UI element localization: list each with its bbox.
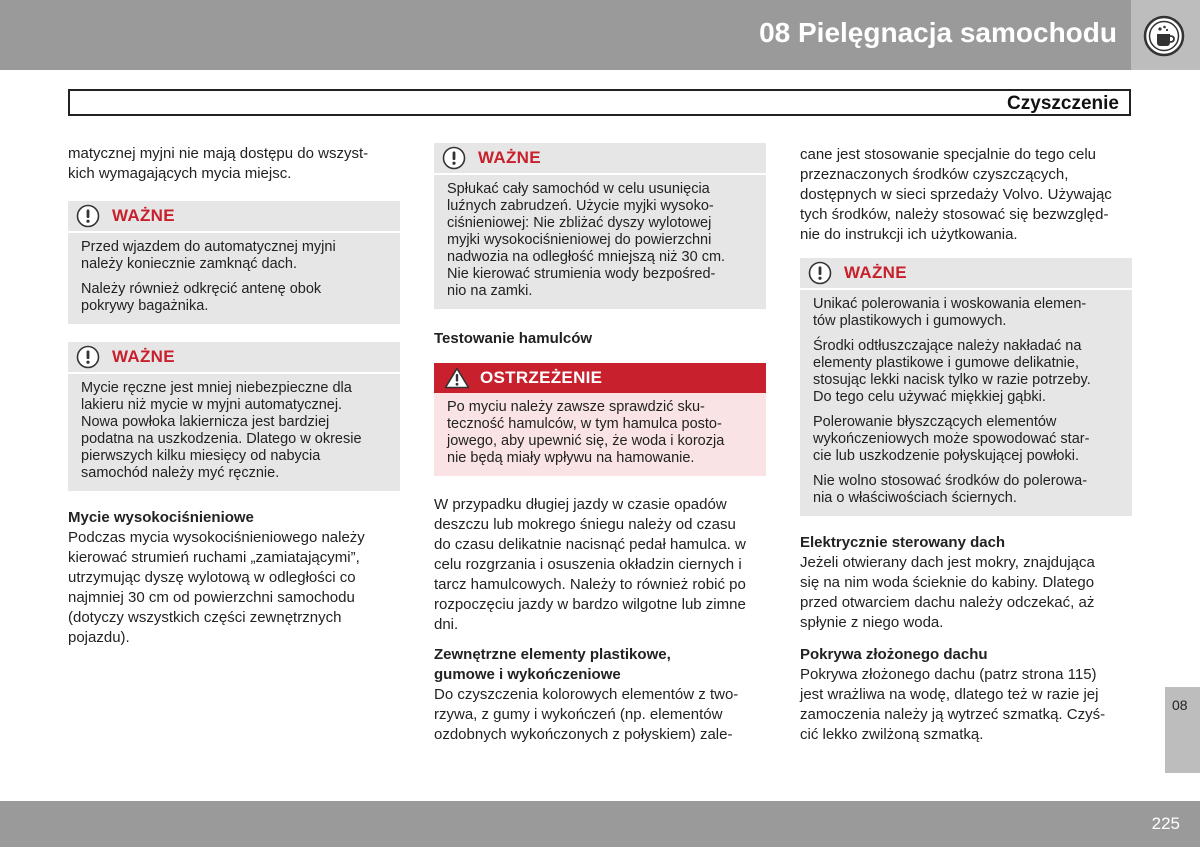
heading-power-roof: Elektrycznie sterowany dach <box>800 534 1006 551</box>
column-1 <box>68 140 400 648</box>
column-2 <box>434 143 766 745</box>
page-number: 225 <box>1151 814 1180 833</box>
note-body: Spłukać cały samochód w celu usunięcia luźnych zabrudzeń. Użycie myjki wysoko- ciśnieniowej: Nie zbliżać dyszy wylotowej myjki wysokociśnieniowej do powierzchni nadwozia na odległość mniejszą niż 30 cm. Nie kierować strumienia wody bezpośred- nio na zamki. <box>447 181 726 299</box>
warning-body: Po myciu należy zawsze sprawdzić sku- teczność hamulców, w tym hamulca posto- jowego, aby upewnić się, że woda i korozja nie będą miały wpływu na hamowanie. <box>447 399 725 466</box>
note-header <box>800 258 1132 290</box>
page-footer <box>0 801 1200 847</box>
chapter-icon-box <box>1131 0 1200 70</box>
brakes-paragraph: W przypadku długiej jazdy w czasie opadów deszczu lub mokrego śniegu należy od czasu do czasu delikatnie nacisnąć pedał hamulca. w celu rozgrzania i osuszenia okładzin ciernych i tarcz hamulcowych. Należy to również robić po rozpoczęciu jazdy w bardzo wilgotne lub zimne dni. <box>434 496 746 633</box>
power-roof-paragraph: Jeżeli otwierany dach jest mokry, znajdująca się na nim woda ścieknie do kabiny. Dlatego przed otwarciem dachu należy odczekać, aż spłynie z niego woda. <box>800 554 1095 631</box>
section-title: Czyszczenie <box>1007 93 1119 114</box>
note-body: Przed wjazdem do automatycznej myjni należy koniecznie zamknąć dach. Należy również odkręcić antenę obok pokrywy bagażnika. <box>81 239 336 314</box>
note-header <box>68 201 400 233</box>
note-header <box>434 143 766 175</box>
chapter-header <box>0 0 1131 70</box>
car-care-icon <box>1142 14 1186 58</box>
heading-pressure-wash: Mycie wysokociśnieniowe <box>68 509 254 526</box>
note-title: WAŻNE <box>478 148 541 167</box>
important-note-polishing <box>800 258 1132 516</box>
note-title: WAŻNE <box>844 263 907 282</box>
note-title: WAŻNE <box>112 206 175 225</box>
exclamation-icon <box>442 146 466 170</box>
exclamation-icon <box>76 345 100 369</box>
important-note-roof <box>68 201 400 324</box>
important-note-rinse <box>434 143 766 309</box>
heading-roof-cover: Pokrywa złożonego dachu <box>800 646 988 663</box>
column-3 <box>800 145 1132 745</box>
note-body: Mycie ręczne jest mniej niebezpieczne dla lakieru niż mycie w myjni automatycznej. Nowa powłoka lakiernicza jest bardziej podatna na uszkodzenia. Dlatego w okresie pierwszych kilku miesięcy od nabycia samochód należy myć ręcznie. <box>81 380 362 481</box>
section-header-frame <box>68 89 1131 116</box>
chapter-title: 08 Pielęgnacja samochodu <box>759 17 1117 48</box>
warning-title: OSTRZEŻENIE <box>480 368 603 387</box>
cleaning-agents-paragraph: cane jest stosowanie specjalnie do tego celu przeznaczonych środków czyszczących, dostępnych w sieci sprzedaży Volvo. Używając tych środków, należy stosować się bezwzględ- nie do instrukcji ich użytkowania. <box>800 146 1112 243</box>
warning-header <box>434 363 766 393</box>
note-header <box>68 342 400 374</box>
pressure-wash-paragraph: Podczas mycia wysokociśnieniowego należy kierować strumień ruchami „zamiatającymi”, utrzymując dyszę wylotową w odległości co najmniej 30 cm od powierzchni samochodu (dotyczy wszystkich części zewnętrznych pojazdu). <box>68 529 365 646</box>
important-note-hand-wash <box>68 342 400 491</box>
note-title: WAŻNE <box>112 347 175 366</box>
heading-brake-test: Testowanie hamulców <box>434 330 593 347</box>
warning-triangle-icon <box>444 367 470 389</box>
warning-box-brakes <box>434 363 766 476</box>
exclamation-icon <box>808 261 832 285</box>
exclamation-icon <box>76 204 100 228</box>
chapter-thumb-tab <box>1165 687 1200 773</box>
heading-exterior-plastic: Zewnętrzne elementy plastikowe, gumowe i wykończeniowe <box>434 646 671 683</box>
chapter-number: 08 <box>1172 697 1188 713</box>
note-body: Unikać polerowania i woskowania elemen- tów plastikowych i gumowych. Środki odtłuszczające należy nakładać na elementy plastikowe i gumowe delikatnie, stosując lekki nacisk tylko w razie potrzeby. Do tego celu używać miękkiej gąbki. Polerowanie błyszczących elementów wykończeniowych może spowodować star- cie lub uszkodzenie połyskującej powłoki. Nie wolno stosować środków do polerowa- nia o właściwościach ściernych. <box>813 296 1091 506</box>
intro-paragraph: matycznej myjni nie mają dostępu do wszyst- kich wymagających mycia miejsc. <box>68 145 369 182</box>
roof-cover-paragraph: Pokrywa złożonego dachu (patrz strona 115) jest wrażliwa na wodę, dlatego też w razie jej zamoczenia należy ją wytrzeć szmatką. Czyś- cić lekko zwilżoną szmatką. <box>800 666 1106 743</box>
plastic-paragraph: Do czyszczenia kolorowych elementów z two- rzywa, z gumy i wykończeń (np. elementów ozdobnych wykończonych z połyskiem) zale- <box>434 686 739 743</box>
